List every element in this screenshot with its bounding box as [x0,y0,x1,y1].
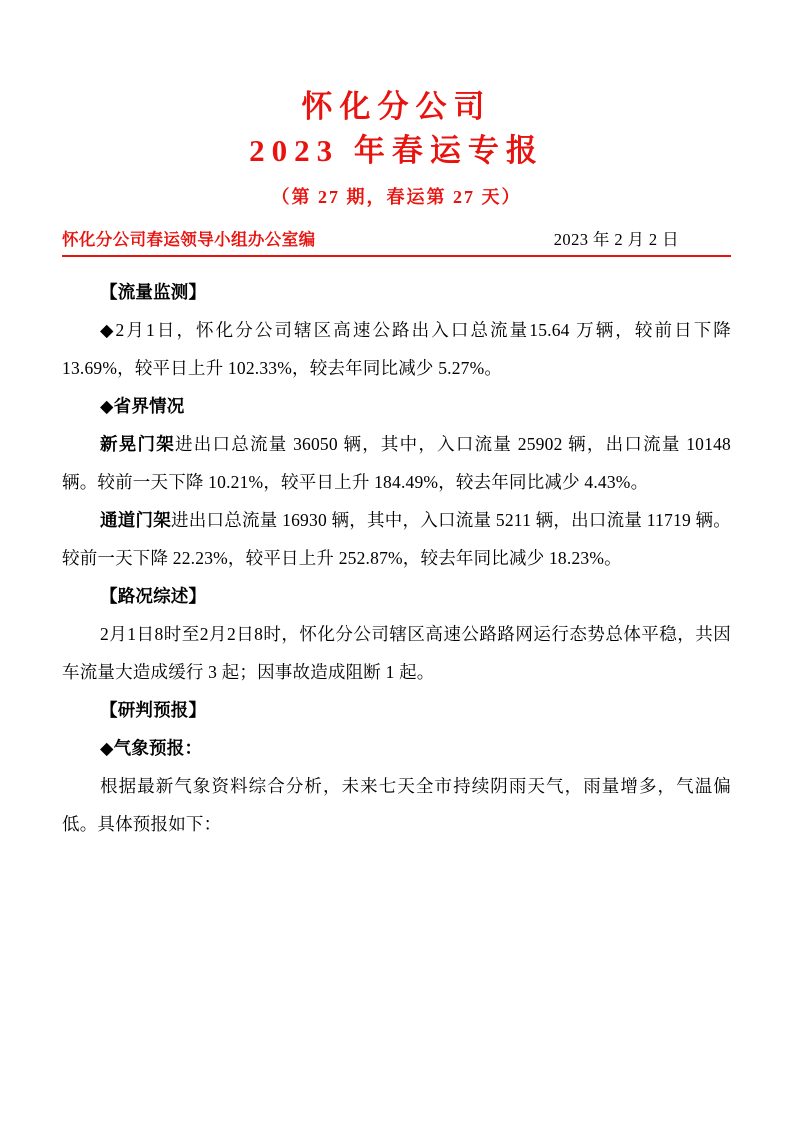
paragraph-tongdao-gantry [62,501,731,577]
document-body [62,273,731,843]
document-title-line-1: 怀化分公司 [301,89,492,124]
text-xinhuang-gantry: 进出口总流量 36050 辆，其中，入口流量 25902 辆，出口流量 10148 辆。较前一天下降 10.21%，较平日上升 184.49%，较去年同比减少 4.43%。 [62,434,731,492]
issue-date: 2023 年 2 月 2 日 [553,230,679,249]
paragraph-road-conditions-1: 2月1日8时至2月2日8时，怀化分公司辖区高速公路路网运行态势总体平稳，共因车流量大造成缓行 3 起；因事故造成阻断 1 起。 [62,624,731,682]
text-tongdao-gantry: 进出口总流量 16930 辆，其中，入口流量 5211 辆，出口流量 11719 辆。较前一天下降 22.23%，较平日上升 252.87%，较去年同比减少 18.23%。 [62,510,731,568]
section-heading-road-conditions: 【路况综述】 [100,586,207,606]
paragraph-xinhuang-gantry [62,425,731,501]
lead-tongdao-gantry: 通道门架 [100,510,172,530]
section-heading-forecast: 【研判预报】 [100,700,207,720]
issue-row [62,226,731,254]
document-subtitle: （第 27 期，春运第 27 天） [271,187,522,207]
paragraph-traffic-monitoring-1: ◆2月1日，怀化分公司辖区高速公路出入口总流量15.64 万辆，较前日下降 13.69%，较平日上升 102.33%，较去年同比减少 5.27%。 [62,320,731,378]
document-title-line-2: 2023 年春运专报 [249,133,544,168]
issuer-label: 怀化分公司春运领导小组办公室编 [62,230,316,249]
lead-xinhuang-gantry: 新晃门架 [100,434,175,454]
section-heading-province-border: ◆省界情况 [100,396,185,416]
paragraph-weather-forecast-1: 根据最新气象资料综合分析，未来七天全市持续阴雨天气，雨量增多，气温偏低。具体预报如下： [62,776,731,834]
red-divider [62,255,731,257]
section-heading-weather-forecast: ◆气象预报： [100,738,203,758]
section-heading-traffic-monitoring: 【流量监测】 [100,282,207,302]
masthead [62,0,731,214]
